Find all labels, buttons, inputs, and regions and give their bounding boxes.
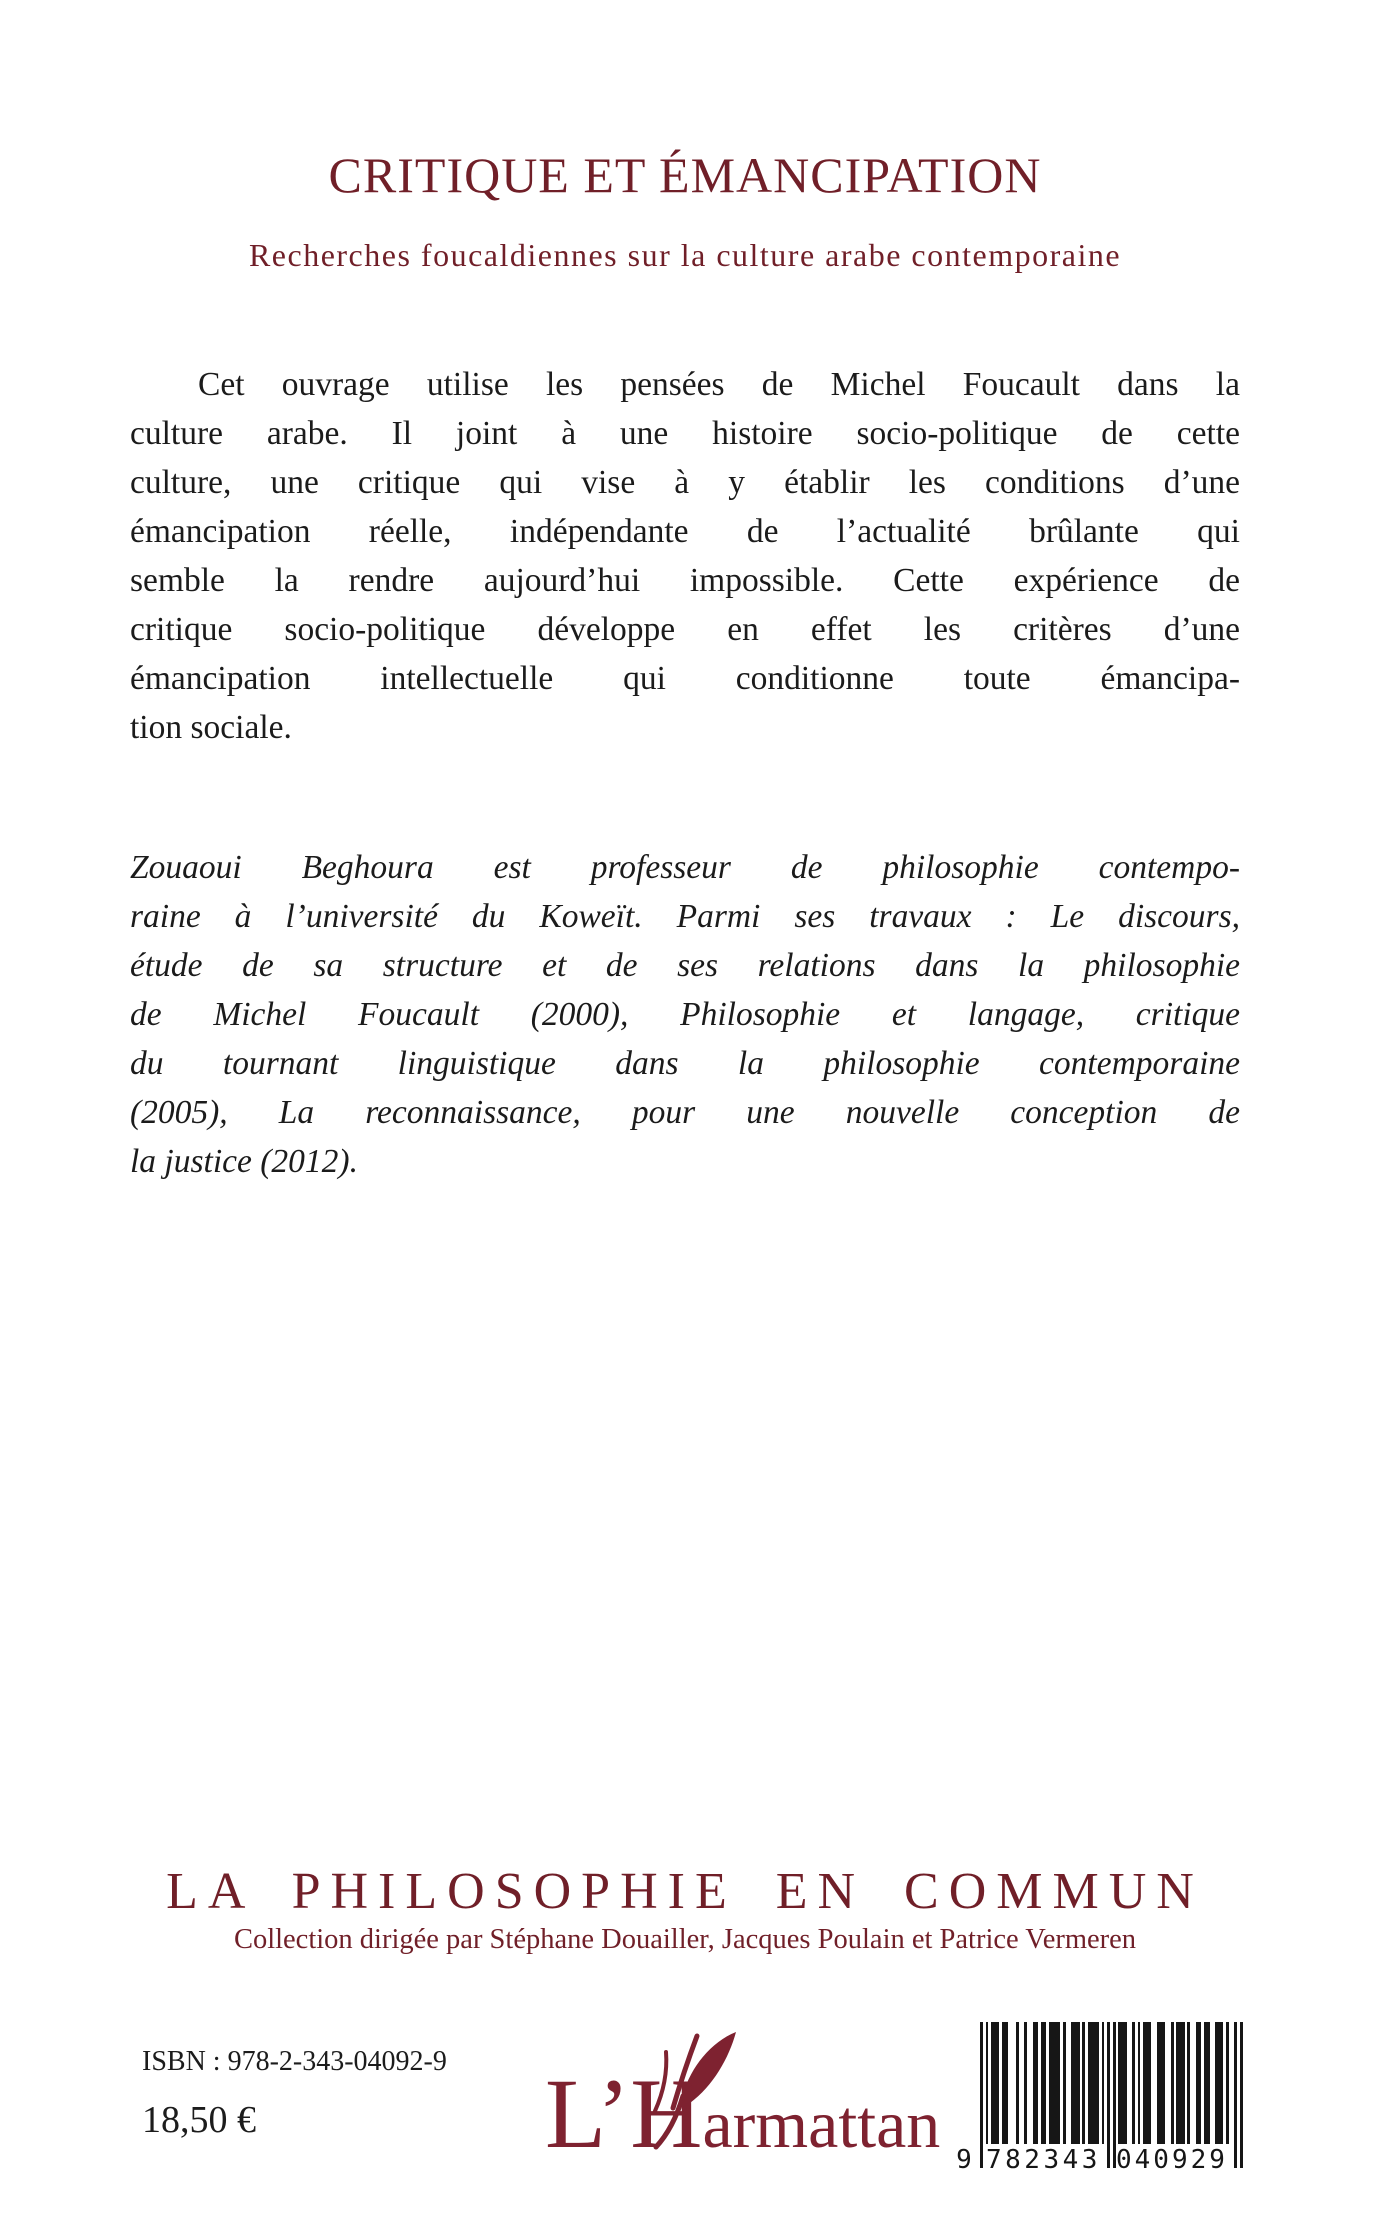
publisher-logo: [545, 2032, 975, 2169]
text-line: la justice (2012).: [130, 1143, 358, 1180]
text-line: de Michel Foucault (2000), Philosophie et langage, critique: [130, 996, 1240, 1033]
page-subtitle: Recherches foucaldiennes sur la culture arabe contemporaine: [248, 237, 1122, 273]
text-line: semble la rendre aujourd’hui impossible. Cette expérience de: [130, 562, 1240, 599]
text-line: Cet ouvrage utilise les pensées de Michel Foucault dans la: [198, 366, 1240, 403]
text-line: culture arabe. Il joint à une histoire socio-politique de cette: [130, 415, 1240, 452]
price-text: 18,50 €: [142, 2099, 256, 2141]
author-bio-paragraph: [130, 843, 1240, 1186]
text-line: culture, une critique qui vise à y établir les conditions d’une: [130, 464, 1240, 501]
isbn-text: ISBN : 978-2-343-04092-9: [142, 2046, 447, 2077]
publisher-name-rest: armattan: [702, 2086, 941, 2162]
text-line: étude de sa structure et de ses relations dans la philosophie: [130, 947, 1240, 984]
text-line: raine à l’université du Koweït. Parmi ses travaux : Le discours,: [130, 898, 1240, 935]
synopsis-paragraph: [130, 360, 1240, 752]
publisher-name-h: H: [630, 2058, 703, 2169]
barcode-digit-group1: 782343: [986, 2145, 1101, 2175]
publisher-name: [545, 2058, 941, 2169]
barcode-module: [1240, 2022, 1243, 2168]
text-line: tion sociale.: [130, 709, 292, 746]
collection-directors: Collection dirigée par Stéphane Douailler, Jacques Poulain et Patrice Vermeren: [233, 1924, 1137, 1955]
ean13-barcode: [950, 2022, 1250, 2180]
text-line: émancipation réelle, indépendante de l’actualité brûlante qui: [130, 513, 1240, 550]
text-line: critique socio-politique développe en effet les critères d’une: [130, 611, 1240, 648]
text-line: Zouaoui Beghoura est professeur de philosophie contempo-: [130, 849, 1240, 886]
collection-title: LA PHILOSOPHIE EN COMMUN: [166, 1863, 1204, 1920]
page-title: CRITIQUE ET ÉMANCIPATION: [328, 147, 1042, 203]
text-line: du tournant linguistique dans la philosophie contemporaine: [130, 1045, 1240, 1082]
barcode-digit-group2: 040929: [1116, 2145, 1228, 2175]
barcode-digit-first: 9: [952, 2144, 976, 2176]
text-line: émancipation intellectuelle qui conditionne toute émancipa-: [130, 660, 1240, 697]
publisher-name-initial: L’: [545, 2058, 631, 2169]
text-line: (2005), La reconnaissance, pour une nouvelle conception de: [130, 1094, 1240, 1131]
